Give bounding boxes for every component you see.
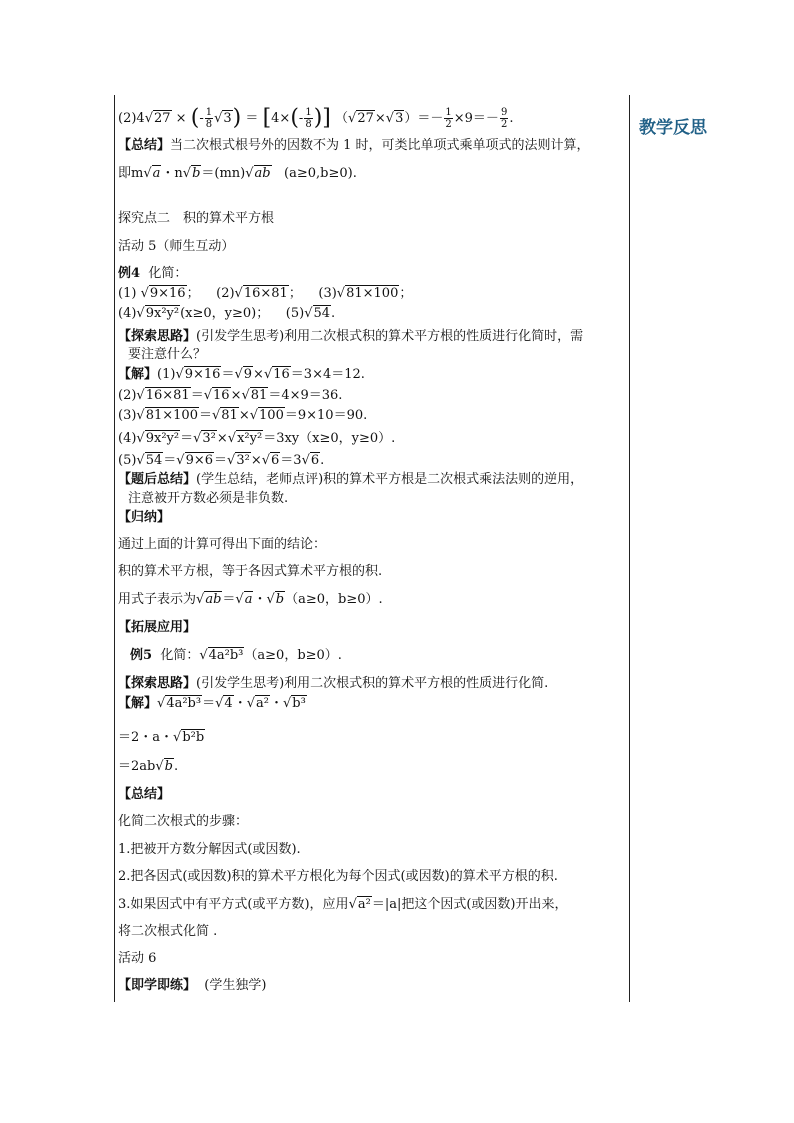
fraction: $\frac{1}{8}$ bbox=[305, 107, 312, 130]
radical: √ab bbox=[196, 592, 222, 607]
practice-heading: 【即学即练】 (学生独学) bbox=[118, 978, 267, 993]
column-divider-left bbox=[114, 95, 115, 1002]
radical: √16 bbox=[203, 388, 230, 403]
step-2: 2.把各因式(或因数)积的算术平方根化为每个因式(或因数)的算术平方根的积. bbox=[118, 869, 558, 884]
radical: √3 bbox=[385, 111, 404, 126]
radical: √100 bbox=[249, 408, 284, 423]
solution-4: (4)√9x²y²＝√3²×√x²y²＝3xy（x≥0，y≥0）. bbox=[118, 431, 396, 446]
step-1: 1.把被开方数分解因式(或因数). bbox=[118, 842, 301, 857]
steps-intro: 化简二次根式的步骤： bbox=[118, 814, 249, 829]
radical: √a² bbox=[246, 696, 269, 711]
radical: √9x²y² bbox=[136, 431, 180, 446]
radical: √b bbox=[155, 759, 173, 774]
radical: √9 bbox=[234, 367, 253, 382]
example-4-items-b: (4)√9x²y²(x≥0，y≥0)； (5)√54. bbox=[118, 306, 336, 321]
example-5-solution-3: ＝2ab√b. bbox=[118, 759, 179, 774]
radical: √54 bbox=[304, 306, 331, 321]
radical: √81×100 bbox=[136, 408, 198, 423]
fraction: $\frac{9}{2}$ bbox=[500, 107, 508, 130]
exploration-hint-2: 【探索思路】(引发学生思考)利用二次根式积的算术平方根的性质进行化简. bbox=[118, 676, 549, 691]
radical: √a bbox=[143, 166, 161, 181]
radical: √81×100 bbox=[336, 286, 399, 301]
post-summary-cont: 注意被开方数必须是非负数. bbox=[128, 491, 289, 506]
radical: √16×81 bbox=[136, 388, 190, 403]
radical: √54 bbox=[136, 453, 163, 468]
post-summary: 【题后总结】(学生总结，老师点评)积的算术平方根是二次根式乘法法则的逆用， bbox=[118, 472, 584, 487]
equation-line-2: (2)4√27 × (- $\frac{1}{8}$ √3) ＝ [4×(- $\frac{1}{8}$ )] （√27×√3）＝－ $\frac{1}{2}$ ×9＝－ $\frac{9}{2}$ . bbox=[118, 105, 514, 131]
step-3: 3.如果因式中有平方式(或平方数)，应用√a²＝|a|把这个因式(或因数)开出来， bbox=[118, 897, 568, 912]
induction-heading: 【归纳】 bbox=[118, 510, 171, 525]
radical: √4 bbox=[215, 696, 233, 711]
solution-1: 【解】(1)√9×16＝√9×√16＝3×4＝12. bbox=[118, 367, 365, 382]
solution-2: (2)√16×81＝√16×√81＝4×9＝36. bbox=[118, 388, 343, 403]
step-3-cont: 将二次根式化简 . bbox=[118, 924, 218, 939]
radical: √b bbox=[266, 592, 285, 607]
fraction: $\frac{1}{2}$ bbox=[445, 107, 452, 130]
radical: √3² bbox=[193, 431, 216, 446]
radical: √x²y² bbox=[227, 431, 263, 446]
radical: √9x²y² bbox=[136, 306, 180, 321]
formula-line: 即m√a・n√b＝(mn)√ab (a≥0,b≥0). bbox=[118, 166, 357, 181]
conclusion-rule: 积的算术平方根，等于各因式算术平方根的积. bbox=[118, 564, 383, 579]
radical: √4a²b³ bbox=[157, 696, 202, 711]
radical: √6 bbox=[261, 453, 280, 468]
fraction: $\frac{1}{8}$ bbox=[205, 107, 213, 130]
extension-heading: 【拓展应用】 bbox=[118, 620, 197, 635]
radical: √16 bbox=[263, 367, 290, 382]
conclusion-intro: 通过上面的计算可得出下面的结论： bbox=[118, 537, 327, 552]
column-divider-right bbox=[629, 95, 630, 1002]
example-5-solution-1: 【解】√4a²b³＝√4・√a²・√b³ bbox=[118, 696, 306, 711]
radical: √ab bbox=[245, 166, 271, 181]
radical: √b²b bbox=[173, 730, 205, 745]
radical: √a² bbox=[348, 897, 371, 912]
example-5-solution-2: ＝2・a・√b²b bbox=[118, 730, 205, 745]
radical: √9×16 bbox=[140, 286, 186, 301]
exploration-hint: 【探索思路】(引发学生思考)利用二次根式积的算术平方根的性质进行化简时，需 bbox=[118, 329, 584, 344]
exploration-hint-cont: 要注意什么？ bbox=[128, 347, 207, 362]
radical: √a bbox=[235, 592, 253, 607]
section-label: 【总结】 bbox=[118, 138, 171, 153]
radical: √27 bbox=[144, 111, 171, 126]
radical: √b bbox=[182, 166, 201, 181]
activity-6-title: 活动 6 bbox=[118, 951, 157, 966]
formula-expression: 用式子表示为√ab＝√a・√b（a≥0，b≥0）. bbox=[118, 592, 383, 607]
radical: √4a²b³ bbox=[199, 648, 244, 663]
solution-3: (3)√81×100＝√81×√100＝9×10＝90. bbox=[118, 408, 368, 423]
radical: √6 bbox=[301, 453, 320, 468]
radical: √27 bbox=[348, 111, 374, 126]
example-4-items-a: (1) √9×16； (2)√16×81； (3)√81×100； bbox=[118, 286, 413, 301]
radical: √3² bbox=[227, 453, 250, 468]
section-heading: 探究点二 积的算术平方根 bbox=[118, 211, 275, 226]
radical: √9×16 bbox=[175, 367, 221, 382]
teaching-reflection-heading: 教学反思 bbox=[639, 118, 707, 138]
activity-title: 活动 5（师生互动） bbox=[118, 239, 235, 254]
radical: √81 bbox=[211, 408, 238, 423]
example-5-title: 例5 化简：√4a²b³（a≥0，b≥0）. bbox=[130, 648, 342, 663]
radical: √81 bbox=[241, 388, 268, 403]
radical: √9×6 bbox=[176, 453, 214, 468]
radical: √3 bbox=[214, 111, 232, 126]
radical: √16×81 bbox=[234, 286, 288, 301]
text: (2)4 bbox=[118, 111, 145, 126]
solution-5: (5)√54＝√9×6＝√3²×√6＝3√6. bbox=[118, 453, 325, 468]
summary-heading: 【总结】 bbox=[118, 787, 171, 802]
summary-line: 【总结】当二次根式根号外的因数不为 1 时，可类比单项式乘单项式的法则计算， bbox=[118, 138, 590, 153]
example-4-title: 例4 化简： bbox=[118, 266, 188, 281]
radical: √b³ bbox=[282, 696, 306, 711]
